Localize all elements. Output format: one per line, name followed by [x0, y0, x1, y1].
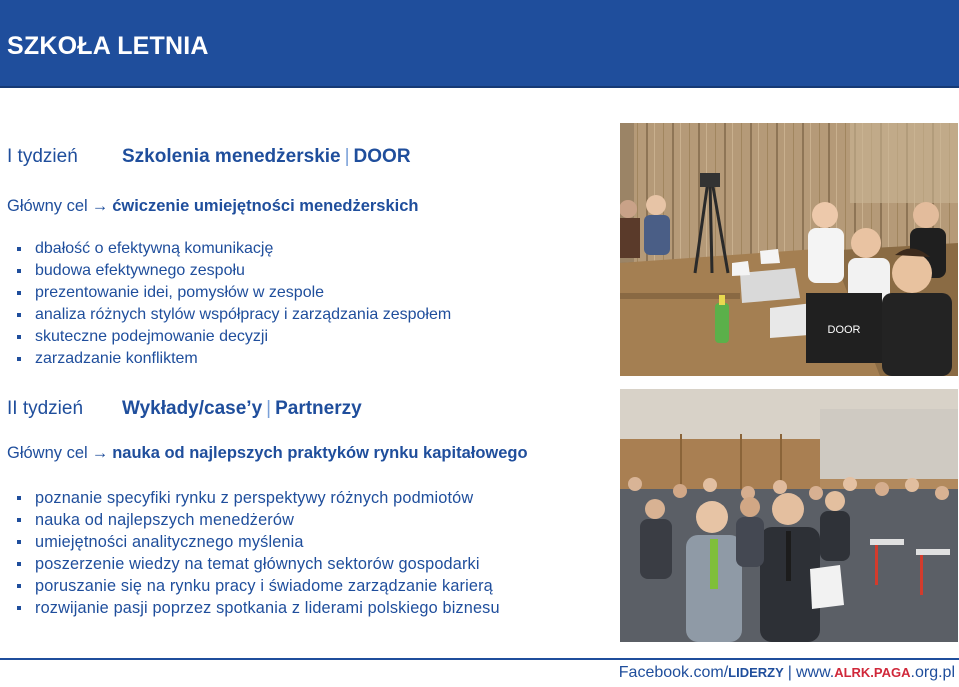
list-item-text: prezentowanie idei, pomysłów w zespole	[35, 284, 325, 301]
week2-label: II tydzień	[7, 398, 84, 419]
workshop-photo-illustration	[620, 123, 958, 376]
list-item	[17, 575, 500, 597]
list-item	[17, 260, 451, 282]
website-prefix: www.	[795, 664, 835, 681]
list-item-text: poznanie specyfiki rynku z perspektywy różnych podmiotów	[35, 489, 474, 507]
bullet-square-icon	[17, 291, 21, 295]
bullet-square-icon	[17, 496, 21, 500]
list-item-text: umiejętności analitycznego myślenia	[35, 533, 304, 551]
bullet-square-icon	[17, 313, 21, 317]
list-item-text: nauka od najlepszych menedżerów	[35, 511, 294, 529]
lecture-photo	[620, 389, 958, 642]
list-item-text: analiza różnych stylów współpracy i zarządzania zespołem	[35, 306, 452, 323]
arrow-right-icon: →	[91, 444, 109, 462]
list-item	[17, 487, 500, 509]
website-link[interactable]	[796, 664, 955, 681]
week2-separator: |	[266, 398, 272, 419]
facebook-name: LIDERZY	[728, 665, 784, 680]
list-item	[17, 531, 500, 553]
week2-subject-a: Wykłady/case’y	[122, 398, 263, 419]
footer-separator: |	[787, 664, 792, 681]
footer-divider	[0, 658, 959, 660]
bullet-square-icon	[17, 357, 21, 361]
week2-goal-label: Główny cel	[7, 444, 88, 462]
week2-subject	[122, 398, 362, 420]
week1-subject-b: DOOR	[353, 146, 411, 167]
header-bar	[0, 0, 959, 88]
facebook-link[interactable]	[619, 664, 784, 681]
week2-subject-b: Partnerzy	[275, 398, 362, 419]
week1-goal	[7, 197, 419, 216]
bullet-square-icon	[17, 247, 21, 251]
list-item	[17, 238, 451, 260]
list-item	[17, 509, 500, 531]
workshop-photo	[620, 123, 958, 376]
footer	[619, 664, 955, 682]
week1-subject	[122, 146, 411, 168]
bullet-square-icon	[17, 606, 21, 610]
door-sign-text: DOOR	[827, 324, 861, 336]
week1-label: I tydzień	[7, 146, 78, 167]
website-suffix: .org.pl	[910, 664, 955, 681]
list-item	[17, 304, 451, 326]
bullet-square-icon	[17, 518, 21, 522]
lecture-photo-illustration	[620, 389, 958, 642]
week1-list	[17, 238, 451, 370]
list-item	[17, 348, 451, 370]
bullet-square-icon	[17, 584, 21, 588]
bullet-square-icon	[17, 540, 21, 544]
list-item-text: skuteczne podejmowanie decyzji	[35, 328, 269, 345]
arrow-right-icon: →	[91, 197, 109, 215]
website-paga: PAGA	[873, 665, 911, 680]
week2-list	[17, 487, 500, 619]
list-item-text: poszerzenie wiedzy na temat głównych sektorów gospodarki	[35, 555, 480, 573]
bullet-square-icon	[17, 269, 21, 273]
bullet-square-icon	[17, 562, 21, 566]
list-item	[17, 282, 451, 304]
week2-heading	[7, 398, 362, 420]
week1-goal-label: Główny cel	[7, 197, 88, 215]
list-item	[17, 553, 500, 575]
bullet-square-icon	[17, 335, 21, 339]
week1-goal-text: ćwiczenie umiejętności menedżerskich	[112, 197, 419, 215]
website-dot: .	[870, 665, 874, 680]
week2-goal-text: nauka od najlepszych praktyków rynku kapitałowego	[112, 444, 528, 462]
list-item-text: dbałość o efektywną komunikację	[35, 240, 274, 257]
week1-separator: |	[344, 146, 350, 167]
list-item-text: poruszanie się na rynku pracy i świadome zarządzanie karierą	[35, 577, 493, 595]
list-item-text: budowa efektywnego zespołu	[35, 262, 245, 279]
page-title: SZKOŁA LETNIA	[7, 32, 209, 60]
facebook-prefix: Facebook.com/	[618, 664, 729, 681]
list-item-text: zarzadzanie konfliktem	[35, 350, 198, 367]
week1-subject-a: Szkolenia menedżerskie	[122, 146, 341, 167]
week1-heading	[7, 146, 411, 168]
list-item	[17, 326, 451, 348]
list-item	[17, 597, 500, 619]
list-item-text: rozwijanie pasji poprzez spotkania z liderami polskiego biznesu	[35, 599, 500, 617]
website-alrk: ALRK	[834, 665, 871, 680]
week2-goal	[7, 444, 528, 463]
